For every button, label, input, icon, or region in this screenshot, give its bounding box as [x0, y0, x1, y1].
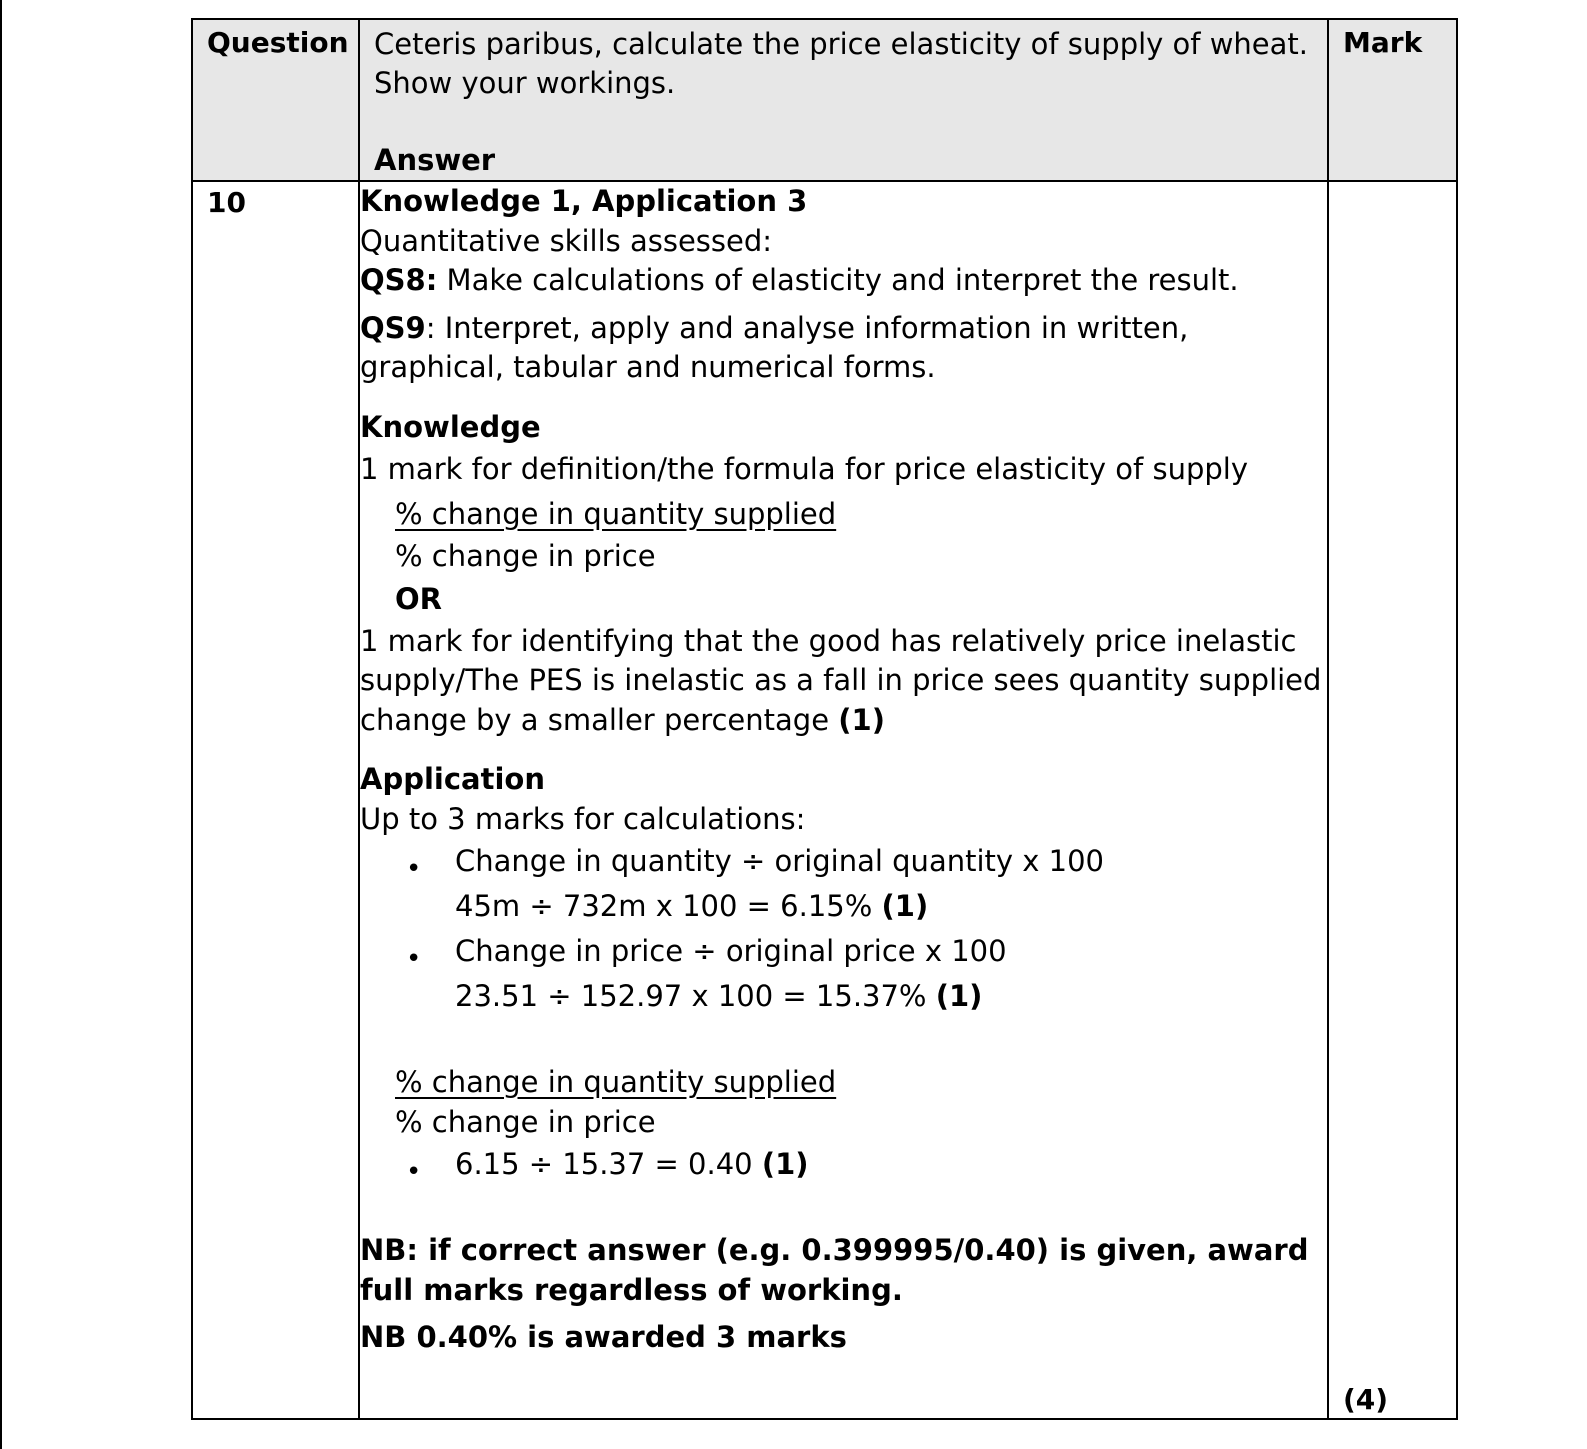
page-left-border	[0, 0, 2, 1449]
question-number: 10	[207, 186, 246, 219]
list-item	[360, 929, 1327, 974]
calc2-line	[360, 974, 1327, 1019]
mark-header-cell	[1328, 19, 1457, 181]
list-item	[360, 839, 1327, 884]
calc1-mark: (1)	[881, 889, 929, 923]
list-item	[360, 1142, 1327, 1187]
calc2-mark: (1)	[935, 979, 983, 1013]
bullet-icon: •	[406, 944, 422, 974]
qs9-text: : Interpret, apply and analyse information in written, graphical, tabular and numerical forms.	[360, 310, 1189, 384]
calc1-text: 45m ÷ 732m x 100 = 6.15%	[455, 889, 882, 923]
qs8-line	[360, 261, 1327, 301]
qs9-code: QS9	[360, 310, 426, 345]
bullet-icon: •	[406, 1157, 422, 1187]
qs9-line	[360, 309, 1327, 388]
header-row	[192, 19, 1457, 181]
knowledge-alt	[360, 622, 1327, 741]
formula2-numerator: % change in quantity supplied	[395, 1065, 837, 1099]
or-label: OR	[395, 581, 442, 616]
question-number-cell	[192, 181, 359, 1419]
qs8-text: Make calculations of elasticity and interpret the result.	[437, 263, 1239, 297]
formula-numerator: % change in quantity supplied	[395, 497, 837, 531]
answer-row	[192, 181, 1457, 1419]
question-text: Ceteris paribus, calculate the price elasticity of supply of wheat. Show your workings.	[374, 27, 1309, 100]
final-calc-list	[360, 1142, 1327, 1187]
nb-note-2: NB 0.40% is awarded 3 marks	[360, 1320, 847, 1354]
qs-heading: Quantitative skills assessed:	[360, 223, 773, 258]
bullet2-text: Change in price ÷ original price x 100	[455, 934, 1007, 968]
mark-value: (4)	[1343, 1383, 1389, 1416]
calc1-line	[360, 884, 1327, 929]
knowledge-heading: Knowledge	[360, 409, 541, 444]
bullet1-text: Change in quantity ÷ original quantity x 100	[455, 844, 1105, 878]
mark-label: Mark	[1343, 26, 1423, 59]
bullet-icon: •	[406, 854, 422, 884]
application-intro: Up to 3 marks for calculations:	[360, 801, 806, 836]
question-label: Question	[207, 26, 349, 59]
question-text-cell	[359, 19, 1328, 181]
calc-list	[360, 839, 1327, 884]
question-header-cell	[192, 19, 359, 181]
bullet3-text: 6.15 ÷ 15.37 = 0.40	[455, 1147, 762, 1181]
mark-scheme-table	[191, 18, 1458, 1420]
calc2-text: 23.51 ÷ 152.97 x 100 = 15.37%	[455, 979, 936, 1013]
formula2-denominator: % change in price	[395, 1104, 656, 1139]
answer-label: Answer	[374, 143, 496, 177]
answer-cell	[359, 181, 1328, 1419]
nb-note-1: NB: if correct answer (e.g. 0.399995/0.40) is given, award full marks regardless of working.	[360, 1233, 1309, 1307]
application-heading: Application	[360, 762, 545, 796]
knowledge-alt-mark: (1)	[838, 702, 885, 737]
mark-cell	[1328, 181, 1457, 1419]
formula-denominator: % change in price	[395, 539, 656, 573]
knowledge-line: 1 mark for definition/the formula for price elasticity of supply	[360, 452, 1248, 486]
bullet3-mark: (1)	[761, 1147, 809, 1181]
calc-list-2	[360, 929, 1327, 974]
qs8-code: QS8:	[360, 263, 438, 297]
answer-title: Knowledge 1, Application 3	[360, 184, 808, 218]
knowledge-alt-text: 1 mark for identifying that the good has relatively price inelastic supply/The PES is inelastic as a fall in price sees quantity supplied change by a smaller percentage	[360, 623, 1322, 737]
